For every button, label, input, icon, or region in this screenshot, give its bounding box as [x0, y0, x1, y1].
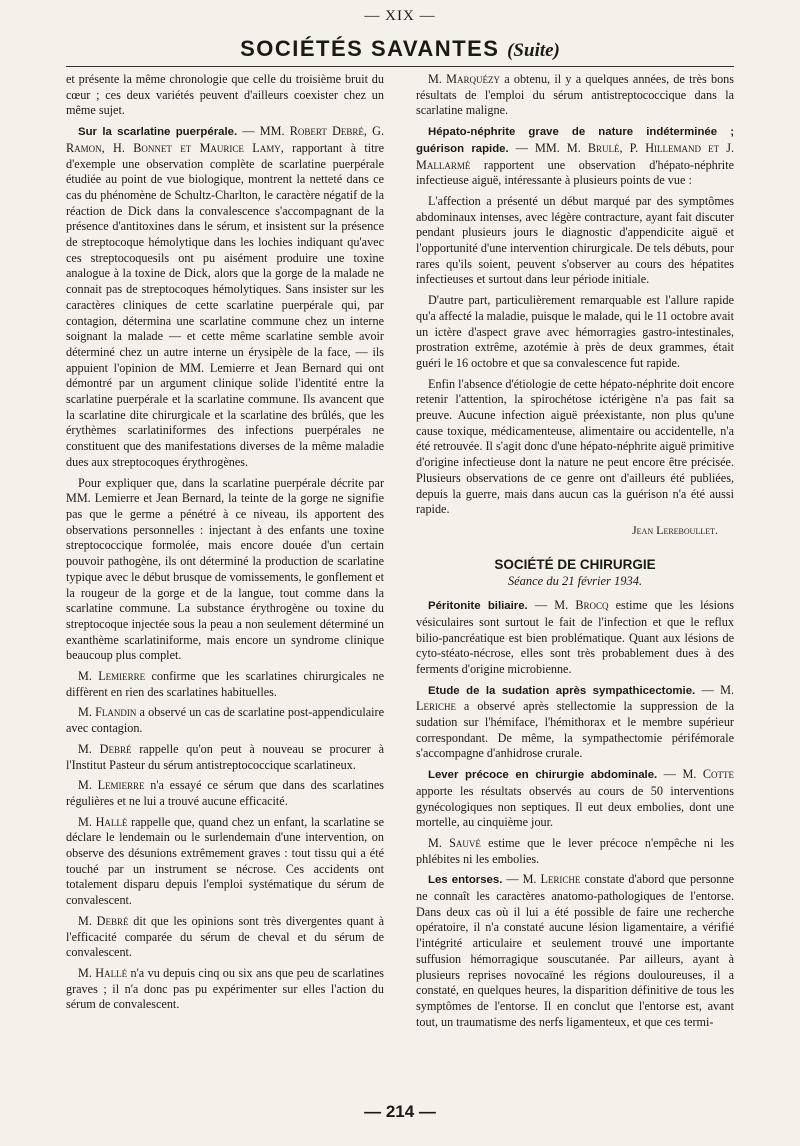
- paragraph-text: dit que les opinions sont très divergentes quant à l'efficacité comparée du sérum de cheval et du sérum de convalescent.: [66, 913, 384, 960]
- paragraph-text: confirme que les scarlatines chirurgicales ne diffèrent en rien des scarlatines habituelles.: [66, 669, 384, 699]
- paragraph-text: rapportent une observation d'hépato-néphrite infectieuse aiguë, intéressante à plusieurs points de vue :: [416, 157, 734, 188]
- paragraph: [416, 836, 734, 867]
- subsection-heading: Etude de la sudation après sympathicectomie.: [428, 684, 696, 697]
- paragraph-text: constate d'abord que personne ne connaît les caractères anatomo-pathologiques de l'entorse. Dans deux cas où il lui a été possible de faire une recherche opératoire, il n'a constaté aucune lésion ligamentaire, a vérifié l'intégrité articulaire et seulement trouvé une importante suffusion hémorragique souscutanée. Par ailleurs, ayant à plusieurs reprises novocaïné les régions douloureuses, il a constaté, en quelques heures, la disparition définitive de tous les symptômes de l'entorse. Il en conclut que l'entorse est, avant tout, un traumatisme des nerfs ligamenteux, et que ces termi-: [416, 872, 734, 1029]
- dash: — MM.: [508, 140, 567, 155]
- paragraph-text: a observé après stellectomie la suppression de la sudation sur l'hémiface, l'hémithorax et le membre supérieur correspondant. De même, la sympathectomie périfémorale s'accompagne d'anhidrose crurale.: [416, 699, 734, 761]
- left-column: [66, 72, 384, 1018]
- paragraph-text: rapportant à titre d'exemple une observation complète de scarlatine puerpérale étudiée au point de vue biologique, montrent la netteté dans ce cas du phénomène de Schultz-Charlton, le caractère négatif de la réaction de Dick dans la convalescence s'accompagnant de la présence d'antitoxines dans le sérum, et insistent sur la présence de streptocoque hémolytique dans les lochies indiquant qu'avec ces streptocoquesils ont pu aisément produire une toxine analogue à la toxine de Dick, alors que la gorge de la malade ne connait pas de streptocoques hémolytiques. Sans insister sur les caractères cliniques de cette scarlatine puerpérale qui, par contagion, détermina une scarlatine commune chez un interne soignant la malade — et cette même scarlatine semble avoir déterminé chez un autre interne un érysipèle de la face, — ils appuient l'opinion de MM. Lemierre et Jean Bernard qui ont démontré par un argument clinique solide l'identité entre la scarlatine puerpérale et la scarlatine commune. Ils avancent que la scarlatine dite chirurgicale et la scarlatine des brûlés, que les érythèmes scarlatiniformes des infections puerpérales ne constituent que des manifestations diverses de la même maladie dues aux streptocoques érythrogènes.: [66, 140, 384, 469]
- section-date: Séance du 21 février 1934.: [507, 574, 643, 589]
- paragraph: [66, 815, 384, 909]
- paragraph-text: a obtenu, il y a quelques années, de très bons résultats de l'emploi du sérum antistreptococcique dans la scarlatine maligne.: [416, 72, 734, 118]
- dash: — M.: [695, 682, 734, 697]
- paragraph: [66, 742, 384, 773]
- right-column: [416, 72, 734, 1035]
- dash: — M.: [527, 598, 576, 613]
- speaker-name: M. Debré: [78, 741, 132, 756]
- dash: — M.: [657, 767, 703, 782]
- speaker-name: M. Lemierre: [78, 778, 145, 793]
- paragraph: [416, 683, 734, 763]
- title-text: SOCIÉTÉS SAVANTES: [240, 36, 500, 61]
- speaker-name: M. Debré: [78, 913, 129, 928]
- page-title: [0, 36, 800, 62]
- paragraph-text: rappelle que, quand chez un enfant, la scarlatine se déclare le lendemain ou le surlendemain d'une intervention, on observe des désunions extrêmement graves : tout tissu qui a été touché par un instrument se nécrose. Ces accidents ont totalement disparu depuis l'emploi systématique du sérum de convalescent.: [66, 814, 384, 908]
- paragraph: Pour expliquer que, dans la scarlatine puerpérale décrite par MM. Lemierre et Jean Bernard, la teinte de la gorge ne signifie pas que le germe a pénétré à ce niveau, ils apportent des observations personnelles : injectant à des enfants une toxine streptococcique formolée, mais encore douée d'un certain pouvoir pathogène, ils ont déterminé la production de scarlatine typique avec le début brusque de vomissements, le gonflement et la rougeur de la gorge et de la langue, tout comme dans la scarlatine commune. La substance érythrogène ou toxine du streptocoque injectée sous la peau a non seulement déterminé un exanthème scarlatiniforme, mais encore un syndrome clinique beaucoup plus complet.: [66, 475, 384, 663]
- roman-page-number: — XIX —: [364, 8, 436, 24]
- subsection-heading: Hépato-néphrite grave de nature indéterminée ; guérison rapide.: [416, 126, 734, 155]
- signature: Jean Lereboullet.: [632, 522, 718, 537]
- paragraph: D'autre part, particulièrement remarquable est l'allure rapide qu'a affecté la maladie, puisque le malade, qui le 11 octobre avait un ictère d'aspect grave avec hémorragies gastro-intestinales, prostration extrême, azotémie à près de deux grammes, était guéri le 16 octobre et que sa convalescence fut rapide.: [416, 293, 734, 370]
- paragraph-text: n'a essayé ce sérum que dans des scarlatines régulières et ne lui a trouvé aucune efficacité.: [66, 778, 384, 808]
- paragraph-text: a observé un cas de scarlatine post-appendiculaire avec contagion.: [66, 705, 384, 736]
- speaker-name: Cotte: [702, 767, 734, 782]
- subsection-heading: Lever précoce en chirurgie abdominale.: [428, 769, 658, 782]
- subsection-heading: Sur la scarlatine puerpérale.: [78, 126, 238, 139]
- paragraph-text: n'a vu depuis cinq ou six ans que peu de scarlatines graves ; il n'a donc pas pu expérimenter sur elles l'action du sérum de convalescent.: [66, 965, 384, 1012]
- paragraph-text: rappelle qu'on peut à nouveau se procurer à l'Institut Pasteur du sérum antistreptococcique scarlatineux.: [66, 741, 384, 772]
- page-number: — 214 —: [364, 1102, 436, 1121]
- paragraph: [416, 598, 734, 678]
- paragraph: [416, 124, 734, 189]
- paragraph: [66, 778, 384, 809]
- speaker-name: M. Marquézy: [428, 72, 500, 86]
- speaker-name: M. Hallé: [78, 965, 128, 980]
- paragraph: et présente la même chronologie que celle du troisième bruit du cœur ; ces deux variétés peuvent d'ailleurs coexister chez un même sujet.: [66, 72, 384, 118]
- section-title: SOCIÉTÉ DE CHIRURGIE: [494, 556, 656, 572]
- paragraph: [66, 966, 384, 1013]
- speaker-name: M. Sauvé: [428, 835, 481, 850]
- speaker-name: Leriche: [540, 872, 581, 887]
- author-names: Robert Debré, G. Ramon, H. Bonnet et Maurice Lamy,: [66, 124, 384, 155]
- subsection-heading: Péritonite biliaire.: [428, 600, 528, 613]
- speaker-name: M. Hallé: [78, 814, 128, 829]
- paragraph: [416, 767, 734, 831]
- speaker-name: Brocq: [575, 598, 609, 613]
- subsection-heading: Les entorses.: [428, 874, 503, 887]
- title-rule: [66, 66, 734, 67]
- paragraph: Enfin l'absence d'étiologie de cette hépato-néphrite doit encore retenir l'attention, la spirochétose ictérigène n'a pas fait sa preuve. Aucune infection aiguë préexistante, non plus qu'une cause toxique, médicamenteuse, alimentaire ou accidentelle, n'a été retrouvée. Il s'agit donc d'une hépato-néphrite aiguë primitive d'origine infectieuse dont la nature ne peut encore être précisée. Plusieurs observations de ce genre ont d'ailleurs été publiées, depuis la guerre, mais dans aucun cas la guérison n'a été aussi rapide.: [416, 376, 734, 517]
- title-suite: (Suite): [507, 40, 560, 61]
- author-names: M. Brulé, P. Hillemand et J. Mallarmé: [416, 140, 734, 172]
- paragraph: [416, 872, 734, 1030]
- speaker-name: Leriche: [416, 699, 456, 714]
- paragraph: [66, 669, 384, 700]
- paragraph: [416, 72, 734, 119]
- paragraph: [66, 705, 384, 736]
- speaker-name: M. Flandin: [78, 705, 137, 720]
- paragraph: L'affection a présenté un début marqué par des symptômes abdominaux intenses, avec légère contracture, ayant fait discuter pendant plusieurs jours le diagnostic d'appendicite aiguë et l'opportunité d'une intervention chirurgicale. De tels débuts, pour rares qu'ils soient, peuvent s'observer au cours des hépatites infectieuses et surtout dans leur période initiale.: [416, 193, 734, 287]
- paragraph: [66, 914, 384, 961]
- paragraph-text: estime que le lever précoce n'empêche ni les phlébites ni les embolies.: [416, 835, 734, 866]
- paragraph-text: estime que les lésions vésiculaires sont surtout le fait de l'infection et que le reflux bilio-pancréatique est bien problématique. Quant aux lésions de cyto-stéato-nécrose, elles sont très probablement dues à des ferments d'origine microbienne.: [416, 598, 734, 676]
- paragraph: [66, 124, 384, 470]
- dash: — M.: [502, 872, 541, 887]
- speaker-name: M. Lemierre: [78, 669, 146, 684]
- paragraph-text: apporte les résultats observés au cours de 50 interventions gynécologiques non septiques. Il eut deux embolies, dont une mortelle, au cinquième jour.: [416, 783, 734, 830]
- dash: — MM.: [237, 124, 290, 139]
